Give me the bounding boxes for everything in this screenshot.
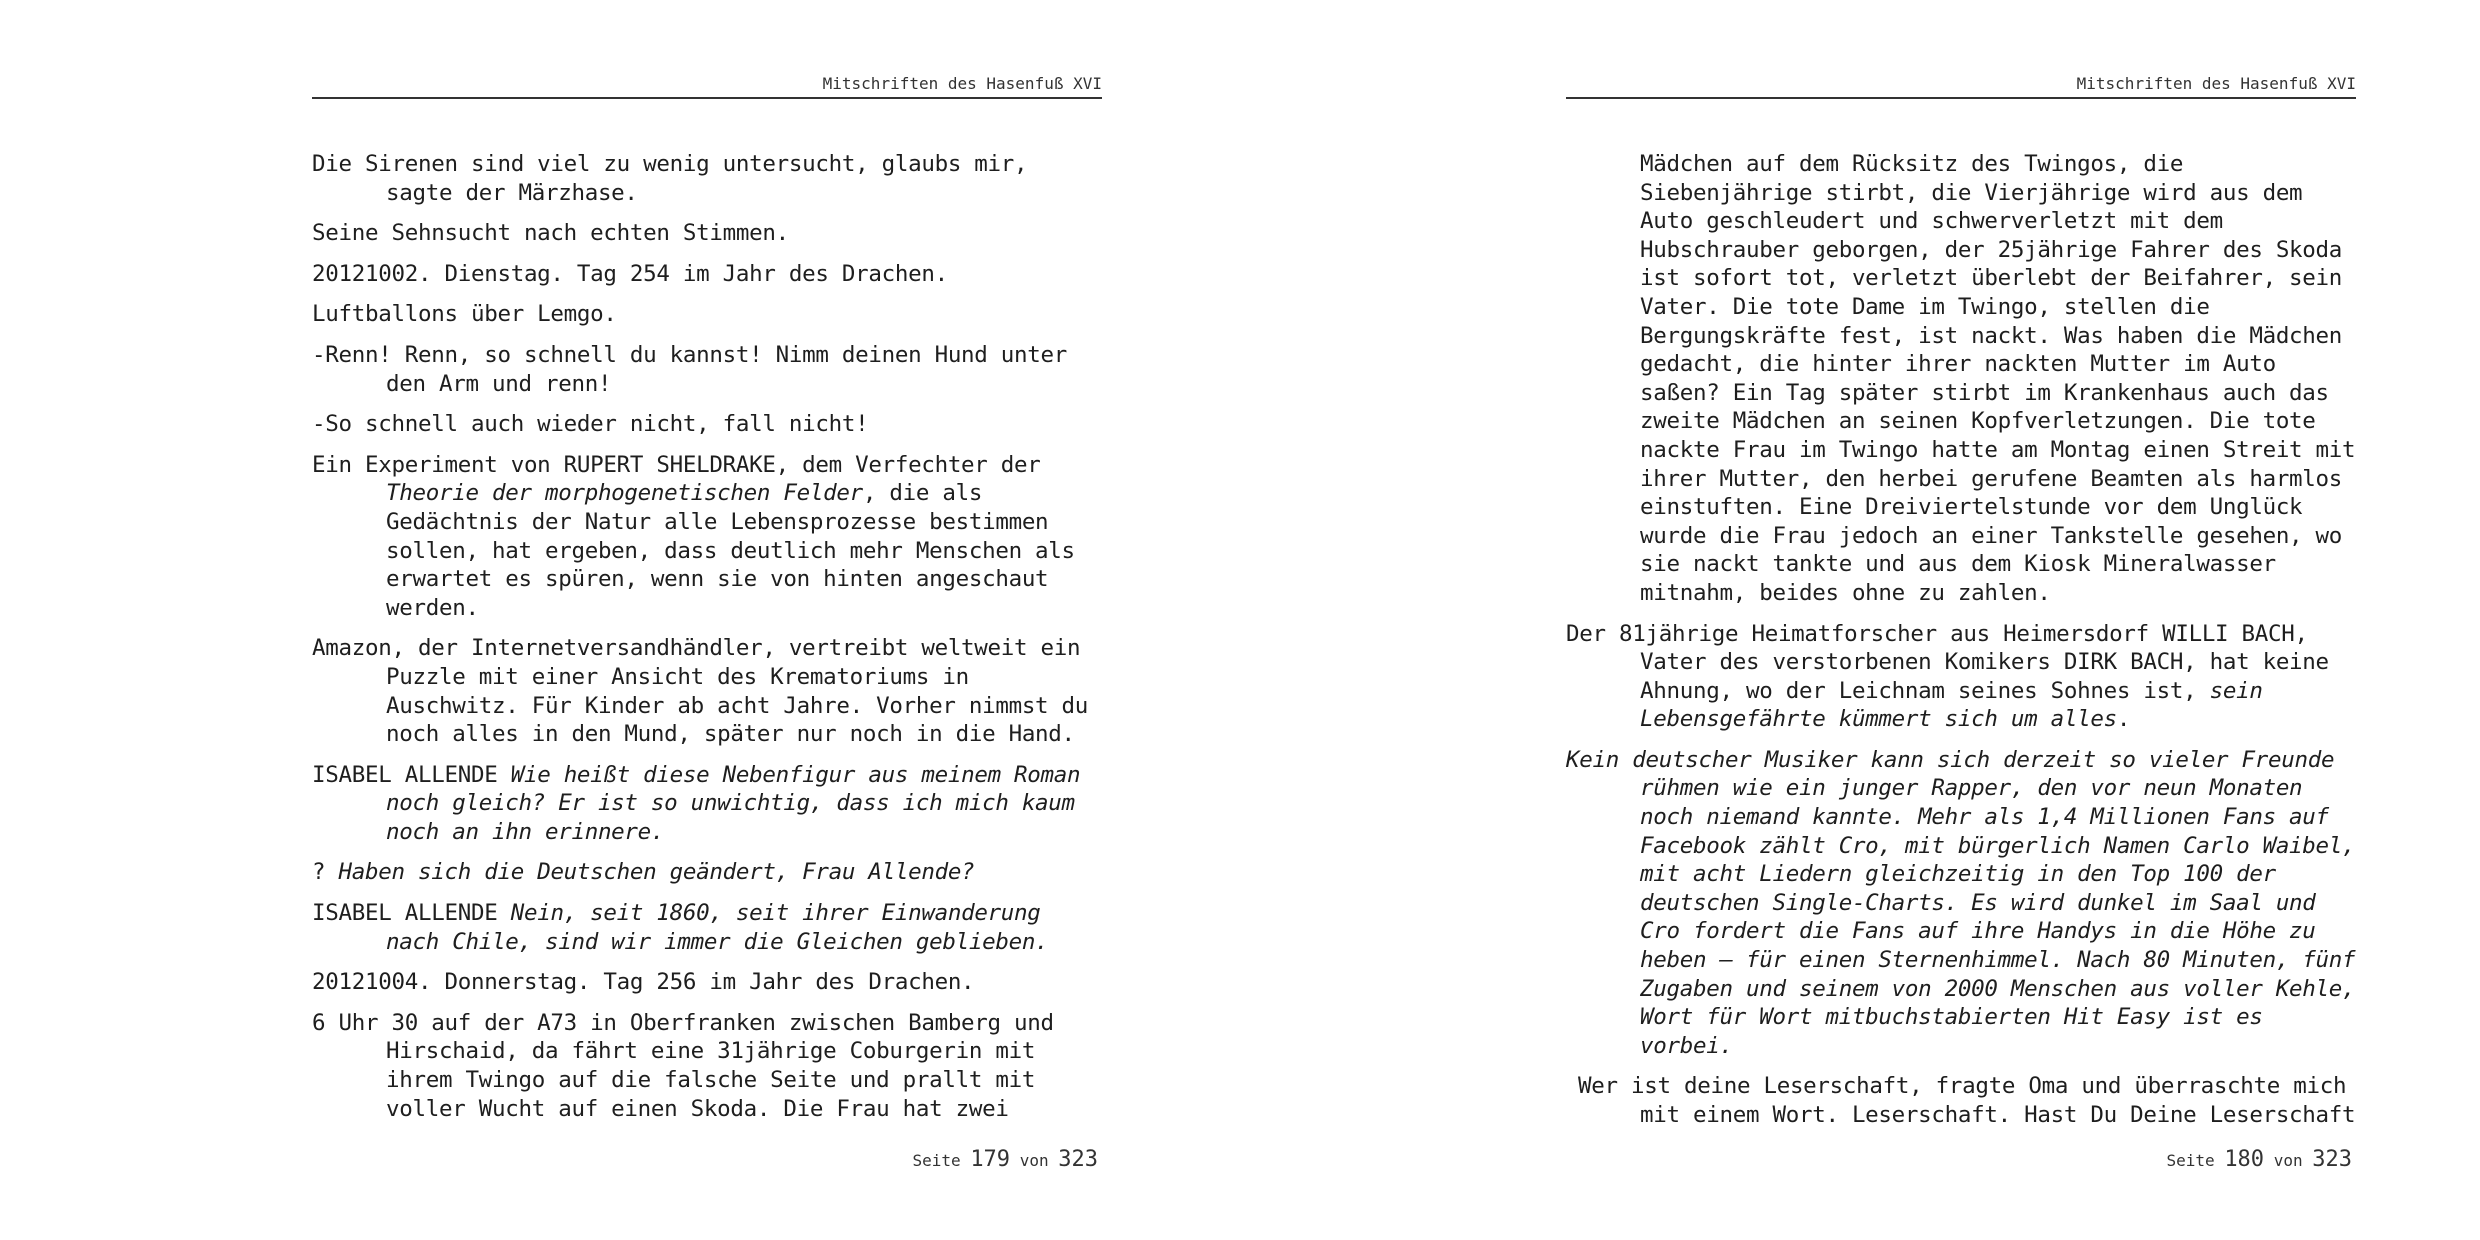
paragraph: -Renn! Renn, so schnell du kannst! Nimm deinen Hund unter den Arm und renn! bbox=[312, 341, 1068, 397]
paragraph: 6 Uhr 30 auf der A73 in Oberfranken zwischen Bamberg und Hirschaid, da fährt eine 31jährige Coburgerin mit ihrem Twingo auf die falsche Seite und prallt mit voller Wucht auf einen Skoda. Die Frau hat zwei bbox=[312, 1009, 1054, 1122]
quote-paragraph: ISABEL ALLENDE Wie heißt diese Nebenfigur aus meinem Roman noch gleich? Er ist so unwichtig, dass ich mich kaum noch an ihn erinnere. bbox=[312, 761, 1081, 845]
paragraph: Der 81jährige Heimatforscher aus Heimersdorf WILLI BACH, Vater des verstorbenen Komikers DIRK BACH, hat keine Ahnung, wo der Leichnam seines Sohnes ist, sein Lebensgefährte kümmert sich um alles. bbox=[1566, 620, 2329, 733]
quote-paragraph: ISABEL ALLENDE Nein, seit 1860, seit ihrer Einwanderung nach Chile, sind wir immer die Gleichen geblieben. bbox=[312, 900, 1049, 955]
running-header: Mitschriften des Hasenfuß XVI bbox=[822, 74, 1102, 93]
question-paragraph: ? Haben sich die Deutschen geändert, Frau Allende? bbox=[312, 859, 975, 886]
page-body bbox=[1566, 150, 2356, 1142]
paragraph: Wer ist deine Leserschaft, fragte Oma und überraschte mich mit einem Wort. Leserschaft. Hast Du Deine Leserschaft bbox=[1578, 1073, 2356, 1128]
paragraph: Luftballons über Lemgo. bbox=[312, 301, 617, 328]
page-number: Seite 179 von 323 bbox=[912, 1147, 1098, 1172]
header-rule bbox=[312, 97, 1102, 99]
page-body bbox=[312, 150, 1102, 1135]
paragraph: -So schnell auch wieder nicht, fall nicht! bbox=[312, 411, 869, 438]
left-page bbox=[312, 0, 1102, 1240]
diary-date-entry: 20121004. Donnerstag. Tag 256 im Jahr des Drachen. bbox=[312, 969, 975, 996]
right-page bbox=[1566, 0, 2356, 1240]
paragraph: Amazon, der Internetversandhändler, vertreibt weltweit ein Puzzle mit einer Ansicht des Krematoriums in Auschwitz. Für Kinder ab acht Jahre. Vorher nimmst du noch alles in den Mund, später nur noch in die Hand. bbox=[312, 635, 1089, 748]
paragraph: Seine Sehnsucht nach echten Stimmen. bbox=[312, 220, 789, 247]
header-rule bbox=[1566, 97, 2356, 99]
paragraph: Die Sirenen sind viel zu wenig untersucht, glaubs mir, sagte der Märzhase. bbox=[312, 151, 1028, 206]
paragraph: Ein Experiment von RUPERT SHELDRAKE, dem Verfechter der Theorie der morphogenetischen Felder, die als Gedächtnis der Natur alle Lebensprozesse bestimmen sollen, hat ergeben, dass deutlich mehr Menschen als erwartet es spüren, wenn sie von hinten angeschaut werden. bbox=[312, 451, 1075, 621]
page-number: Seite 180 von 323 bbox=[2166, 1147, 2352, 1172]
italic-paragraph: Kein deutscher Musiker kann sich derzeit so vieler Freunde rühmen wie ein junger Rapper, den vor neun Monaten noch niemand kannte. Mehr als 1,4 Millionen Fans auf Facebook zählt Cro, mit bürgerlich Namen Carlo Waibel, mit acht Liedern gleichzeitig in den Top 100 der deutschen Single-Charts. Es wird dunkel im Saal und Cro fordert die Fans auf ihre Handys in die Höhe zu heben – für einen Sternenhimmel. Nach 80 Minuten, fünf Zugaben und seinem von 2000 Menschen aus voller Kehle, Wort für Wort mitbuchstabierten Hit Easy ist es vorbei. bbox=[1566, 746, 2356, 1059]
diary-date-entry: 20121002. Dienstag. Tag 254 im Jahr des Drachen. bbox=[312, 260, 948, 287]
running-header: Mitschriften des Hasenfuß XVI bbox=[2076, 74, 2356, 93]
continued-paragraph: Mädchen auf dem Rücksitz des Twingos, die Siebenjährige stirbt, die Vierjährige wird aus dem Auto geschleudert und schwerverletzt mit dem Hubschrauber geborgen, der 25jährige Fahrer des Skoda ist sofort tot, verletzt überlebt der Beifahrer, sein Vater. Die tote Dame im Twingo, stellen die Bergungskräfte fest, ist nackt. Was haben die Mädchen gedacht, die hinter ihrer nackten Mutter im Auto saßen? Ein Tag später stirbt im Krankenhaus auch das zweite Mädchen an seinen Kopfverletzungen. Die tote nackte Frau im Twingo hatte am Montag einen Streit mit ihrer Mutter, den herbei gerufene Beamten als harmlos einstuften. Eine Dreiviertelstunde vor dem Unglück wurde die Frau jedoch an einer Tankstelle gesehen, wo sie nackt tankte und aus dem Kiosk Mineralwasser mitnahm, beides ohne zu zahlen. bbox=[1640, 151, 2356, 606]
